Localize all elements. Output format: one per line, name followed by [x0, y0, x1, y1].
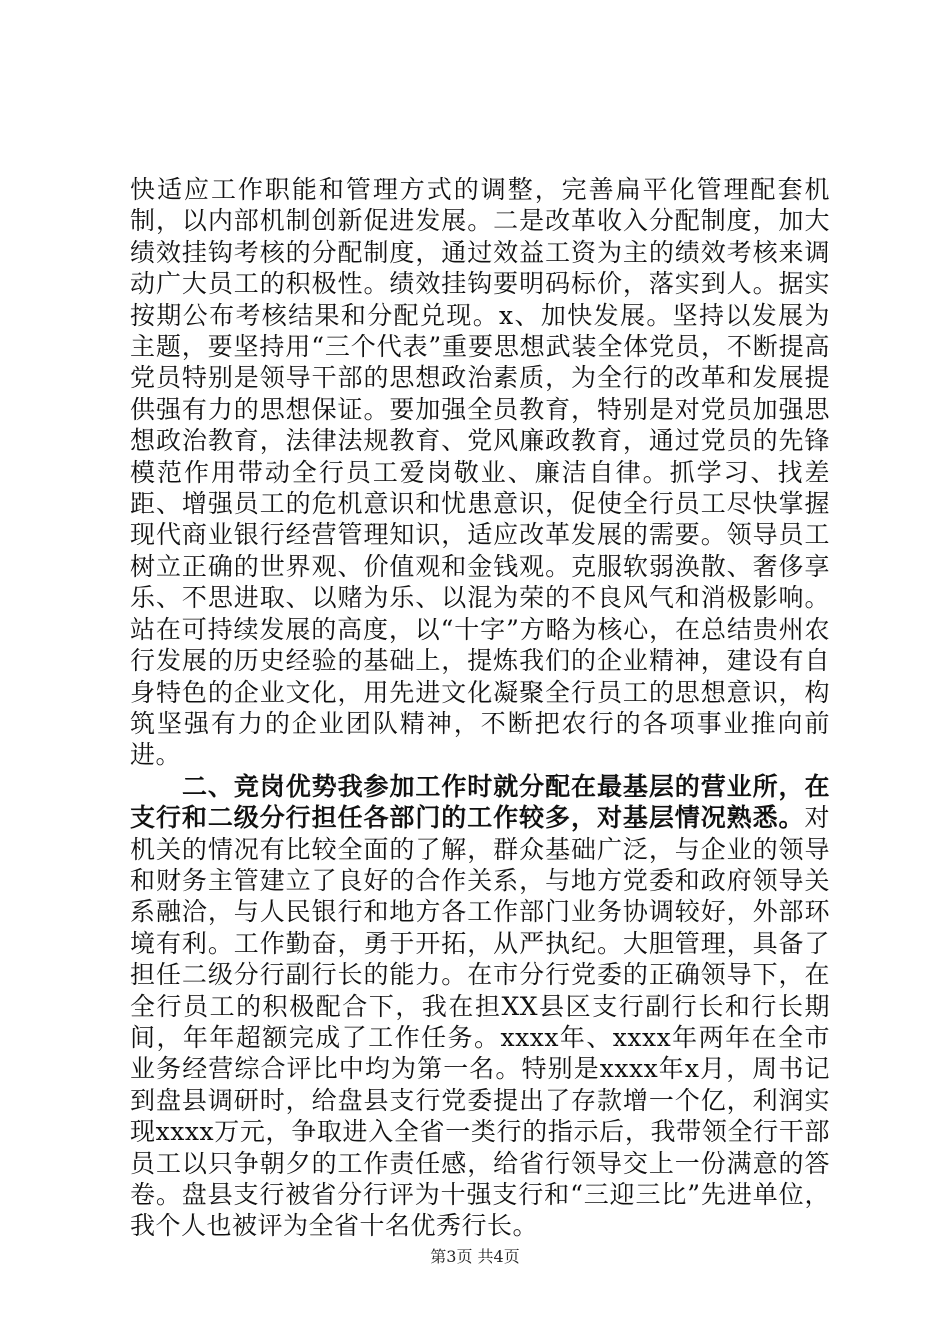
page-number: 第3页 共4页: [430, 1247, 520, 1266]
page-footer: [0, 1244, 950, 1267]
paragraph-continuation: [130, 174, 830, 771]
paragraph-text: 对机关的情况有比较全面的了解，群众基础广泛，与企业的领导和财务主管建立了良好的合作关系，与地方党委和政府领导关系融洽，与人民银行和地方各工作部门业务协调较好，外部环境有利。工作勤奋，勇于开拓，从严执纪。大胆管理，具备了担任二级分行副行长的能力。在市分行党委的正确领导下，在全行员工的积极配合下，我在担XX县区支行副行长和行长期间，年年超额完成了工作任务。xxxx年、xxxx年两年在全市业务经营综合评比中均为第一名。特别是xxxx年x月，周书记到盘县调研时，给盘县支行党委提出了存款增一个亿，利润实现xxxx万元，争取进入全省一类行的指示后，我带领全行干部员工以只争朝夕的工作责任感，给省行领导交上一份满意的答卷。盘县支行被省分行评为十强支行和“三迎三比”先进单位，我个人也被评为全省十名优秀行长。: [130, 803, 830, 1241]
document-body: [130, 174, 830, 1242]
paragraph-text: 快适应工作职能和管理方式的调整，完善扁平化管理配套机制，以内部机制创新促进发展。二是改革收入分配制度，加大绩效挂钩考核的分配制度，通过效益工资为主的绩效考核来调动广大员工的积极性。绩效挂钩要明码标价，落实到人。据实按期公布考核结果和分配兑现。x、加快发展。坚持以发展为主题，要坚持用“三个代表”重要思想武装全体党员，不断提高党员特别是领导干部的思想政治素质，为全行的改革和发展提供强有力的思想保证。要加强全员教育，特别是对党员加强思想政治教育，法律法规教育、党风廉政教育，通过党员的先锋模范作用带动全行员工爱岗敬业、廉洁自律。抓学习、找差距、增强员工的危机意识和忧患意识，促使全行员工尽快掌握现代商业银行经营管理知识，适应改革发展的需要。领导员工树立正确的世界观、价值观和金钱观。克服软弱涣散、奢侈享乐、不思进取、以赌为乐、以混为荣的不良风气和消极影响。站在可持续发展的高度，以“十字”方略为核心，在总结贵州农行发展的历史经验的基础上，提炼我们的企业精神，建设有自身特色的企业文化，用先进文化凝聚全行员工的思想意识，构筑坚强有力的企业团队精神，不断把农行的各项事业推向前进。: [130, 175, 830, 770]
section-heading: 二、竞岗优势我参加工作时就分配在最基层的营业所，在支行和二级分行担任各部门的工作较多，对基层情况熟悉。: [130, 771, 830, 833]
paragraph-advantages: [130, 771, 830, 1242]
